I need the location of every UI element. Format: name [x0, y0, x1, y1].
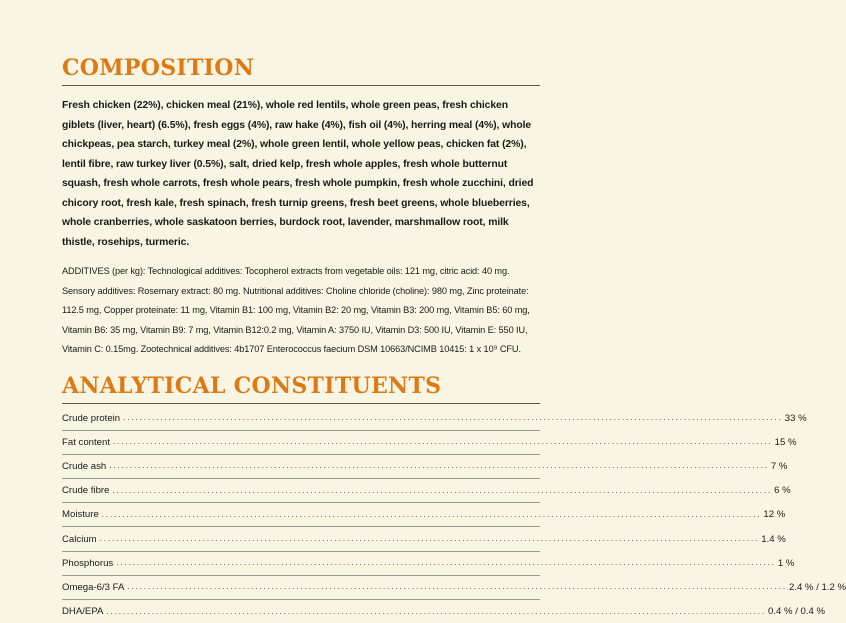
table-row: [62, 407, 540, 431]
row-label: Crude fibre: [62, 485, 112, 496]
row-value: 7 %: [769, 461, 788, 472]
table-row: [62, 552, 540, 576]
dot-leader: ................................................................................................................................................................: [112, 486, 772, 496]
row-label: Omega-6/3 FA: [62, 582, 127, 593]
row-label: Moisture: [62, 509, 102, 520]
dot-leader: ................................................................................................................................................................: [102, 510, 762, 520]
row-value: 1 %: [776, 558, 795, 569]
row-value: 1.4 %: [759, 534, 786, 545]
row-label: Phosphorus: [62, 558, 116, 569]
row-label: Crude ash: [62, 461, 109, 472]
composition-heading: COMPOSITION: [62, 54, 540, 82]
dot-leader: ................................................................................................................................................................: [109, 461, 769, 471]
row-label: Crude protein: [62, 413, 123, 424]
composition-divider: [62, 85, 540, 86]
row-label: Fat content: [62, 437, 113, 448]
row-value: 6 %: [772, 485, 791, 496]
table-row: [62, 455, 540, 479]
row-value: 12 %: [761, 509, 785, 520]
dot-leader: ................................................................................................................................................................: [100, 534, 760, 544]
dot-leader: ................................................................................................................................................................: [106, 607, 766, 617]
analytical-heading: ANALYTICAL CONSTITUENTS: [62, 372, 540, 400]
dot-leader: ................................................................................................................................................................: [113, 437, 773, 447]
row-value: 33 %: [783, 413, 807, 424]
table-row: [62, 600, 540, 623]
table-row: [62, 527, 540, 551]
analytical-section: [62, 372, 540, 623]
ingredients-text: Fresh chicken (22%), chicken meal (21%), whole red lentils, whole green peas, fresh chicken giblets (liver, heart) (6.5%), fresh eggs (4%), raw hake (4%), fish oil (4%), herring meal (4%), whole chickpeas, pea starch, turkey meal (2%), whole green lentil, whole yellow peas, chicken fat (2%), lentil fibre, raw turkey liver (0.5%), salt, dried kelp, fresh whole apples, fresh whole butternut squash, fresh whole carrots, fresh whole pears, fresh whole pumpkin, fresh whole zucchini, dried chicory root, fresh kale, fresh spinach, fresh turnip greens, fresh beet greens, whole blueberries, whole cranberries, whole saskatoon berries, burdock root, lavender, marshmallow root, milk thistle, rosehips, turmeric.: [62, 96, 540, 252]
row-label: DHA/EPA: [62, 606, 106, 617]
row-value: 2.4 % / 1.2 %: [787, 582, 846, 593]
constituents-table: [62, 407, 540, 623]
dot-leader: ................................................................................................................................................................: [127, 582, 787, 592]
row-value: 15 %: [773, 437, 797, 448]
dot-leader: ................................................................................................................................................................: [116, 558, 776, 568]
table-row: [62, 431, 540, 455]
analytical-divider: [62, 403, 540, 404]
table-row: [62, 576, 540, 600]
table-row: [62, 479, 540, 503]
row-value: 0.4 % / 0.4 %: [766, 606, 825, 617]
dot-leader: ................................................................................................................................................................: [123, 413, 783, 423]
table-row: [62, 503, 540, 527]
row-label: Calcium: [62, 534, 100, 545]
product-info-page: [62, 54, 540, 623]
additives-text: ADDITIVES (per kg): Technological additives: Tocopherol extracts from vegetable oils: 121 mg, citric acid: 40 mg. Sensory additives: Rosemary extract: 80 mg. Nutritional additives: Choline chloride (choline): 980 mg, Zinc proteinate: 112.5 mg, Copper proteinate: 11 mg, Vitamin B1: 100 mg, Vitamin B2: 20 mg, Vitamin B3: 200 mg, Vitamin B5: 60 mg, Vitamin B6: 35 mg, Vitamin B9: 7 mg, Vitamin B12:0.2 mg, Vitamin A: 3750 IU, Vitamin D3: 500 IU, Vitamin E: 550 IU, Vitamin C: 0.15mg. Zootechnical additives: 4b1707 Enterococcus faecium DSM 10663/NCIMB 10415: 1 x 10⁹ CFU.: [62, 262, 540, 360]
